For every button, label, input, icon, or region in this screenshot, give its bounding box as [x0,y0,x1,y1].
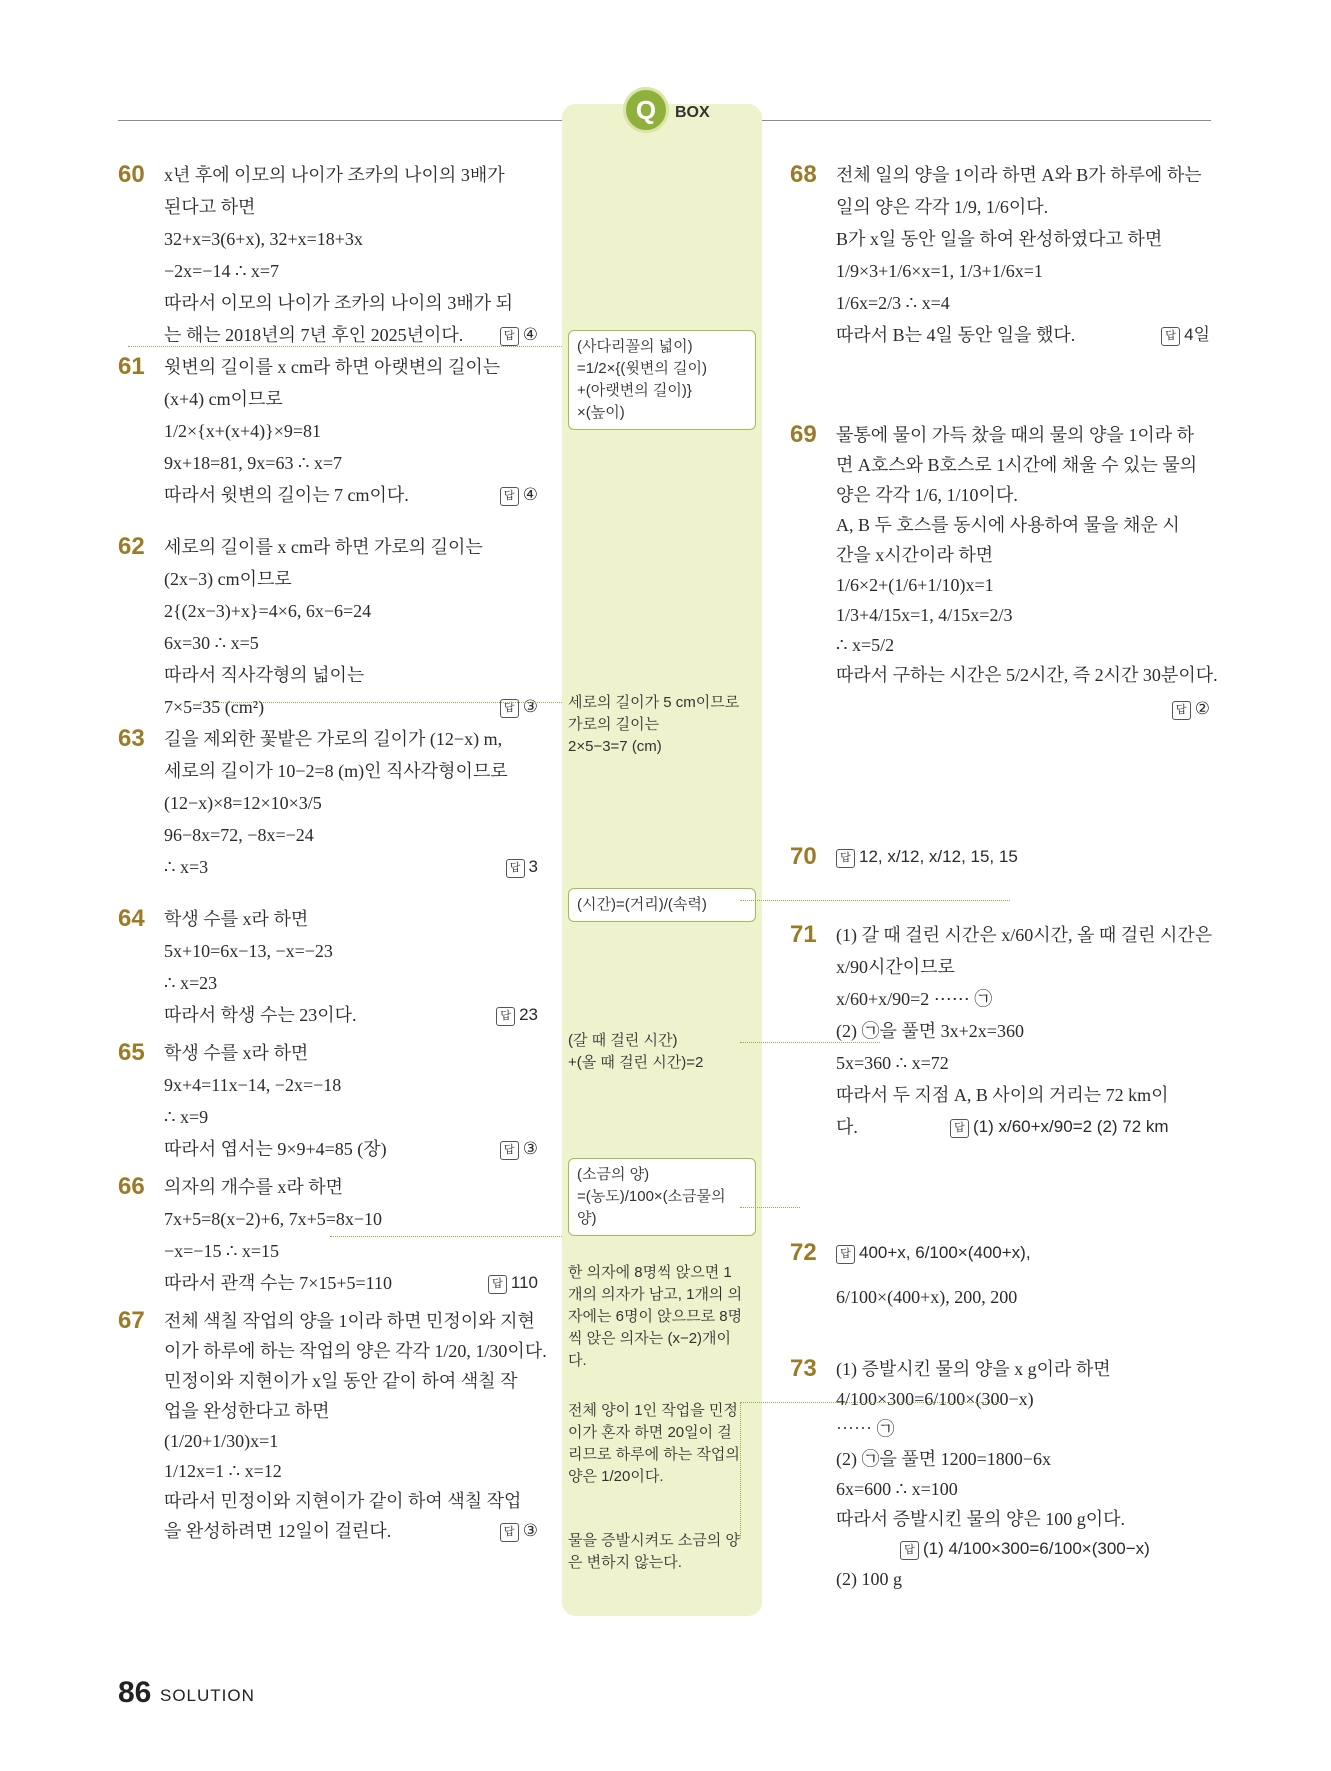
solution-line: ⋯⋯ ㉠ [836,1419,895,1439]
solution-line: −x=−15 ∴ x=15 [164,1241,280,1261]
qbox-note: (소금의 양) =(농도)/100×(소금물의 양) [568,1158,756,1236]
solution-line: 따라서 구하는 시간은 5/2시간, 즉 2시간 30분이다. [836,665,1218,685]
problem-number: 72 [790,1239,817,1266]
solution-line: 면 A호스와 B호스로 1시간에 채울 수 있는 물의 [836,455,1198,475]
solution-line: 32+x=3(6+x), 32+x=18+3x [164,229,363,249]
solution-line: 전체 색칠 작업의 양을 1이라 하면 민정이와 지현 [164,1311,535,1331]
solution-line: 7x+5=8(x−2)+6, 7x+5=8x−10 [164,1209,383,1229]
solution-line: 따라서 엽서는 9×9+4=85 (장) [164,1139,387,1159]
answer-mark: 답 (1) 4/100×300=6/100×(300−x) [900,1534,1150,1564]
qbox-note: 세로의 길이가 5 cm이므로 가로의 길이는 2×5−3=7 (cm) [568,694,740,755]
solution-line: 간을 x시간이라 하면 [836,545,994,565]
solution-line: (1) 갈 때 걸린 시간은 x/60시간, 올 때 걸린 시간은 [836,925,1213,945]
solution-line: 6x=600 ∴ x=100 [836,1479,958,1499]
answer-mark: 답 ② [1172,694,1210,724]
qbox-note: (시간)=(거리)/(속력) [568,888,756,922]
solution-line: 5x+10=6x−13, −x=−23 [164,941,333,961]
solution-line: 윗변의 길이를 x cm라 하면 아랫변의 길이는 [164,357,501,377]
qbox-note: (사다리꼴의 넓이) =1/2×{(윗변의 길이) +(아랫변의 길이)} ×(높이) [568,330,756,430]
solution-line: 1/6×2+(1/6+1/10)x=1 [836,575,994,595]
problem-number: 71 [790,921,817,948]
solution-line: x/90시간이므로 [836,957,955,977]
problem-number: 60 [118,161,145,188]
solution-line: 된다고 하면 [164,197,256,217]
solution-line: 학생 수를 x라 하면 [164,1043,309,1063]
solution-line: 양은 각각 1/6, 1/10이다. [836,485,1018,505]
answer-mark: 답 ③ [500,692,538,722]
connector-71 [740,900,1010,901]
solution-line: 2{(2x−3)+x}=4×6, 6x−6=24 [164,601,372,621]
solution-line: 을 완성하려면 12일이 걸린다. [164,1521,392,1541]
connector-71b [740,1042,880,1043]
solution-line: 1/3+4/15x=1, 4/15x=2/3 [836,605,1013,625]
solution-line: x/60+x/90=2 ⋯⋯ ㉠ [836,989,993,1009]
connector-73v [740,1402,741,1538]
solution-line: 따라서 관객 수는 7×15+5=110 [164,1273,393,1293]
solution-line: 는 해는 2018년의 7년 후인 2025년이다. [164,325,464,345]
solution-line: (2x−3) cm이므로 [164,569,292,589]
answer-mark: 답 3 [506,852,538,882]
solution-line: 9x+4=11x−14, −2x=−18 [164,1075,342,1095]
solution-line: 6/100×(400+x), 200, 200 [836,1287,1018,1307]
problem-number: 64 [118,905,145,932]
solution-line: 세로의 길이를 x cm라 하면 가로의 길이는 [164,537,483,557]
solution-line: (12−x)×8=12×10×3/5 [164,793,322,813]
solution-line: B가 x일 동안 일을 하여 완성하였다고 하면 [836,229,1163,249]
solution-line: 길을 제외한 꽃밭은 가로의 길이가 (12−x) m, [164,729,503,749]
answer-mark: 답 110 [488,1268,538,1298]
connector-72 [740,1207,800,1208]
solution-line: 물통에 물이 가득 찼을 때의 물의 양을 1이라 하 [836,425,1194,445]
solution-line: 이가 하루에 하는 작업의 양은 각각 1/20, 1/30이다. [164,1341,547,1361]
qbox-note: 물을 증발시켜도 소금의 양 은 변하지 않는다. [568,1532,740,1571]
connector-62 [200,702,562,703]
solution-line: 따라서 직사각형의 넓이는 [164,665,365,685]
solution-line: −2x=−14 ∴ x=7 [164,261,280,281]
solution-line: 1/6x=2/3 ∴ x=4 [836,293,950,313]
answer-mark: 답 23 [496,1000,538,1030]
solution-line: 따라서 민정이와 지현이가 같이 하여 색칠 작업 [164,1491,522,1511]
solution-line: 따라서 이모의 나이가 조카의 나이의 3배가 되 [164,293,513,313]
problem-number: 70 [790,843,817,870]
solution-line: (1) 증발시킨 물의 양을 x g이라 하면 [836,1359,1111,1379]
solution-line: 4/100×300=6/100×(300−x) [836,1389,1034,1409]
solution-line: 업을 완성한다고 하면 [164,1401,330,1421]
connector-61 [128,346,562,347]
answer-mark: 답 4일 [1161,320,1210,350]
solution-line: 일의 양은 각각 1/9, 1/6이다. [836,197,1049,217]
solution-line: 다. [836,1117,858,1137]
problem-number: 68 [790,161,817,188]
solution-line: (1/20+1/30)x=1 [164,1431,279,1451]
problem-number: 73 [790,1355,817,1382]
solution-line: 세로의 길이가 10−2=8 (m)인 직사각형이므로 [164,761,508,781]
answer-mark: 답 400+x, 6/100×(400+x), [836,1238,1031,1268]
solution-line: 1/12x=1 ∴ x=12 [164,1461,282,1481]
solution-line: ∴ x=3 [164,857,209,877]
problem-number: 66 [118,1173,145,1200]
solution-line: (x+4) cm이므로 [164,389,283,409]
solution-line: (2) ㉠을 풀면 1200=1800−6x [836,1449,1051,1469]
solution-line: ∴ x=23 [164,973,218,993]
qbox-note: (갈 때 걸린 시간) +(올 때 걸린 시간)=2 [568,1032,704,1071]
solution-line: 따라서 두 지점 A, B 사이의 거리는 72 km이 [836,1085,1169,1105]
solution-line: ∴ x=9 [164,1107,209,1127]
solution-line: 1/2×{x+(x+4)}×9=81 [164,421,322,441]
problem-number: 63 [118,725,145,752]
solution-line: 따라서 증발시킨 물의 양은 100 g이다. [836,1509,1126,1529]
solution-line: A, B 두 호스를 동시에 사용하여 물을 채운 시 [836,515,1180,535]
solution-line: (2) 100 g [836,1569,902,1589]
connector-73 [740,1402,1000,1403]
solution-line: 9x+18=81, 9x=63 ∴ x=7 [164,453,343,473]
solution-line: ∴ x=5/2 [836,635,895,655]
answer-mark: 답 (1) x/60+x/90=2 (2) 72 km [950,1112,1169,1142]
problem-number: 69 [790,421,817,448]
problem-number: 61 [118,353,145,380]
connector-66 [330,1236,562,1237]
answer-mark: 답 12, x/12, x/12, 15, 15 [836,842,1018,872]
qbox-badge: Q [623,87,669,133]
solution-line: 6x=30 ∴ x=5 [164,633,259,653]
problem-number: 62 [118,533,145,560]
page-number: 86 [118,1676,152,1709]
page-label: SOLUTION [160,1686,255,1705]
qbox-note: 전체 양이 1인 작업을 민정 이가 혼자 하면 20일이 걸 리므로 하루에 하는 작업의 양은 1/20이다. [568,1402,740,1485]
solution-line: 학생 수를 x라 하면 [164,909,309,929]
qbox-label: BOX [675,104,710,121]
solution-line: 따라서 학생 수는 23이다. [164,1005,357,1025]
solution-line: 7×5=35 (cm²) [164,697,265,717]
solution-line: 따라서 B는 4일 동안 일을 했다. [836,325,1076,345]
solution-line: 5x=360 ∴ x=72 [836,1053,949,1073]
problem-number: 65 [118,1039,145,1066]
answer-mark: 답 ④ [500,480,538,510]
answer-mark: 답 ④ [500,320,538,350]
answer-mark: 답 ③ [500,1516,538,1546]
answer-mark: 답 ③ [500,1134,538,1164]
solution-line: 따라서 윗변의 길이는 7 cm이다. [164,485,409,505]
solution-line: 의자의 개수를 x라 하면 [164,1177,343,1197]
problem-number: 67 [118,1307,145,1334]
solution-line: 1/9×3+1/6×x=1, 1/3+1/6x=1 [836,261,1043,281]
solution-line: 민정이와 지현이가 x일 동안 같이 하여 색칠 작 [164,1371,518,1391]
qbox-note: 한 의자에 8명씩 앉으면 1 개의 의자가 남고, 1개의 의 자에는 6명이 앉으므로 8명 씩 앉은 의자는 (x−2)개이 다. [568,1264,743,1369]
solution-line: 96−8x=72, −8x=−24 [164,825,314,845]
solution-line: (2) ㉠을 풀면 3x+2x=360 [836,1021,1024,1041]
solution-line: x년 후에 이모의 나이가 조카의 나이의 3배가 [164,165,505,185]
solution-line: 전체 일의 양을 1이라 하면 A와 B가 하루에 하는 [836,165,1202,185]
